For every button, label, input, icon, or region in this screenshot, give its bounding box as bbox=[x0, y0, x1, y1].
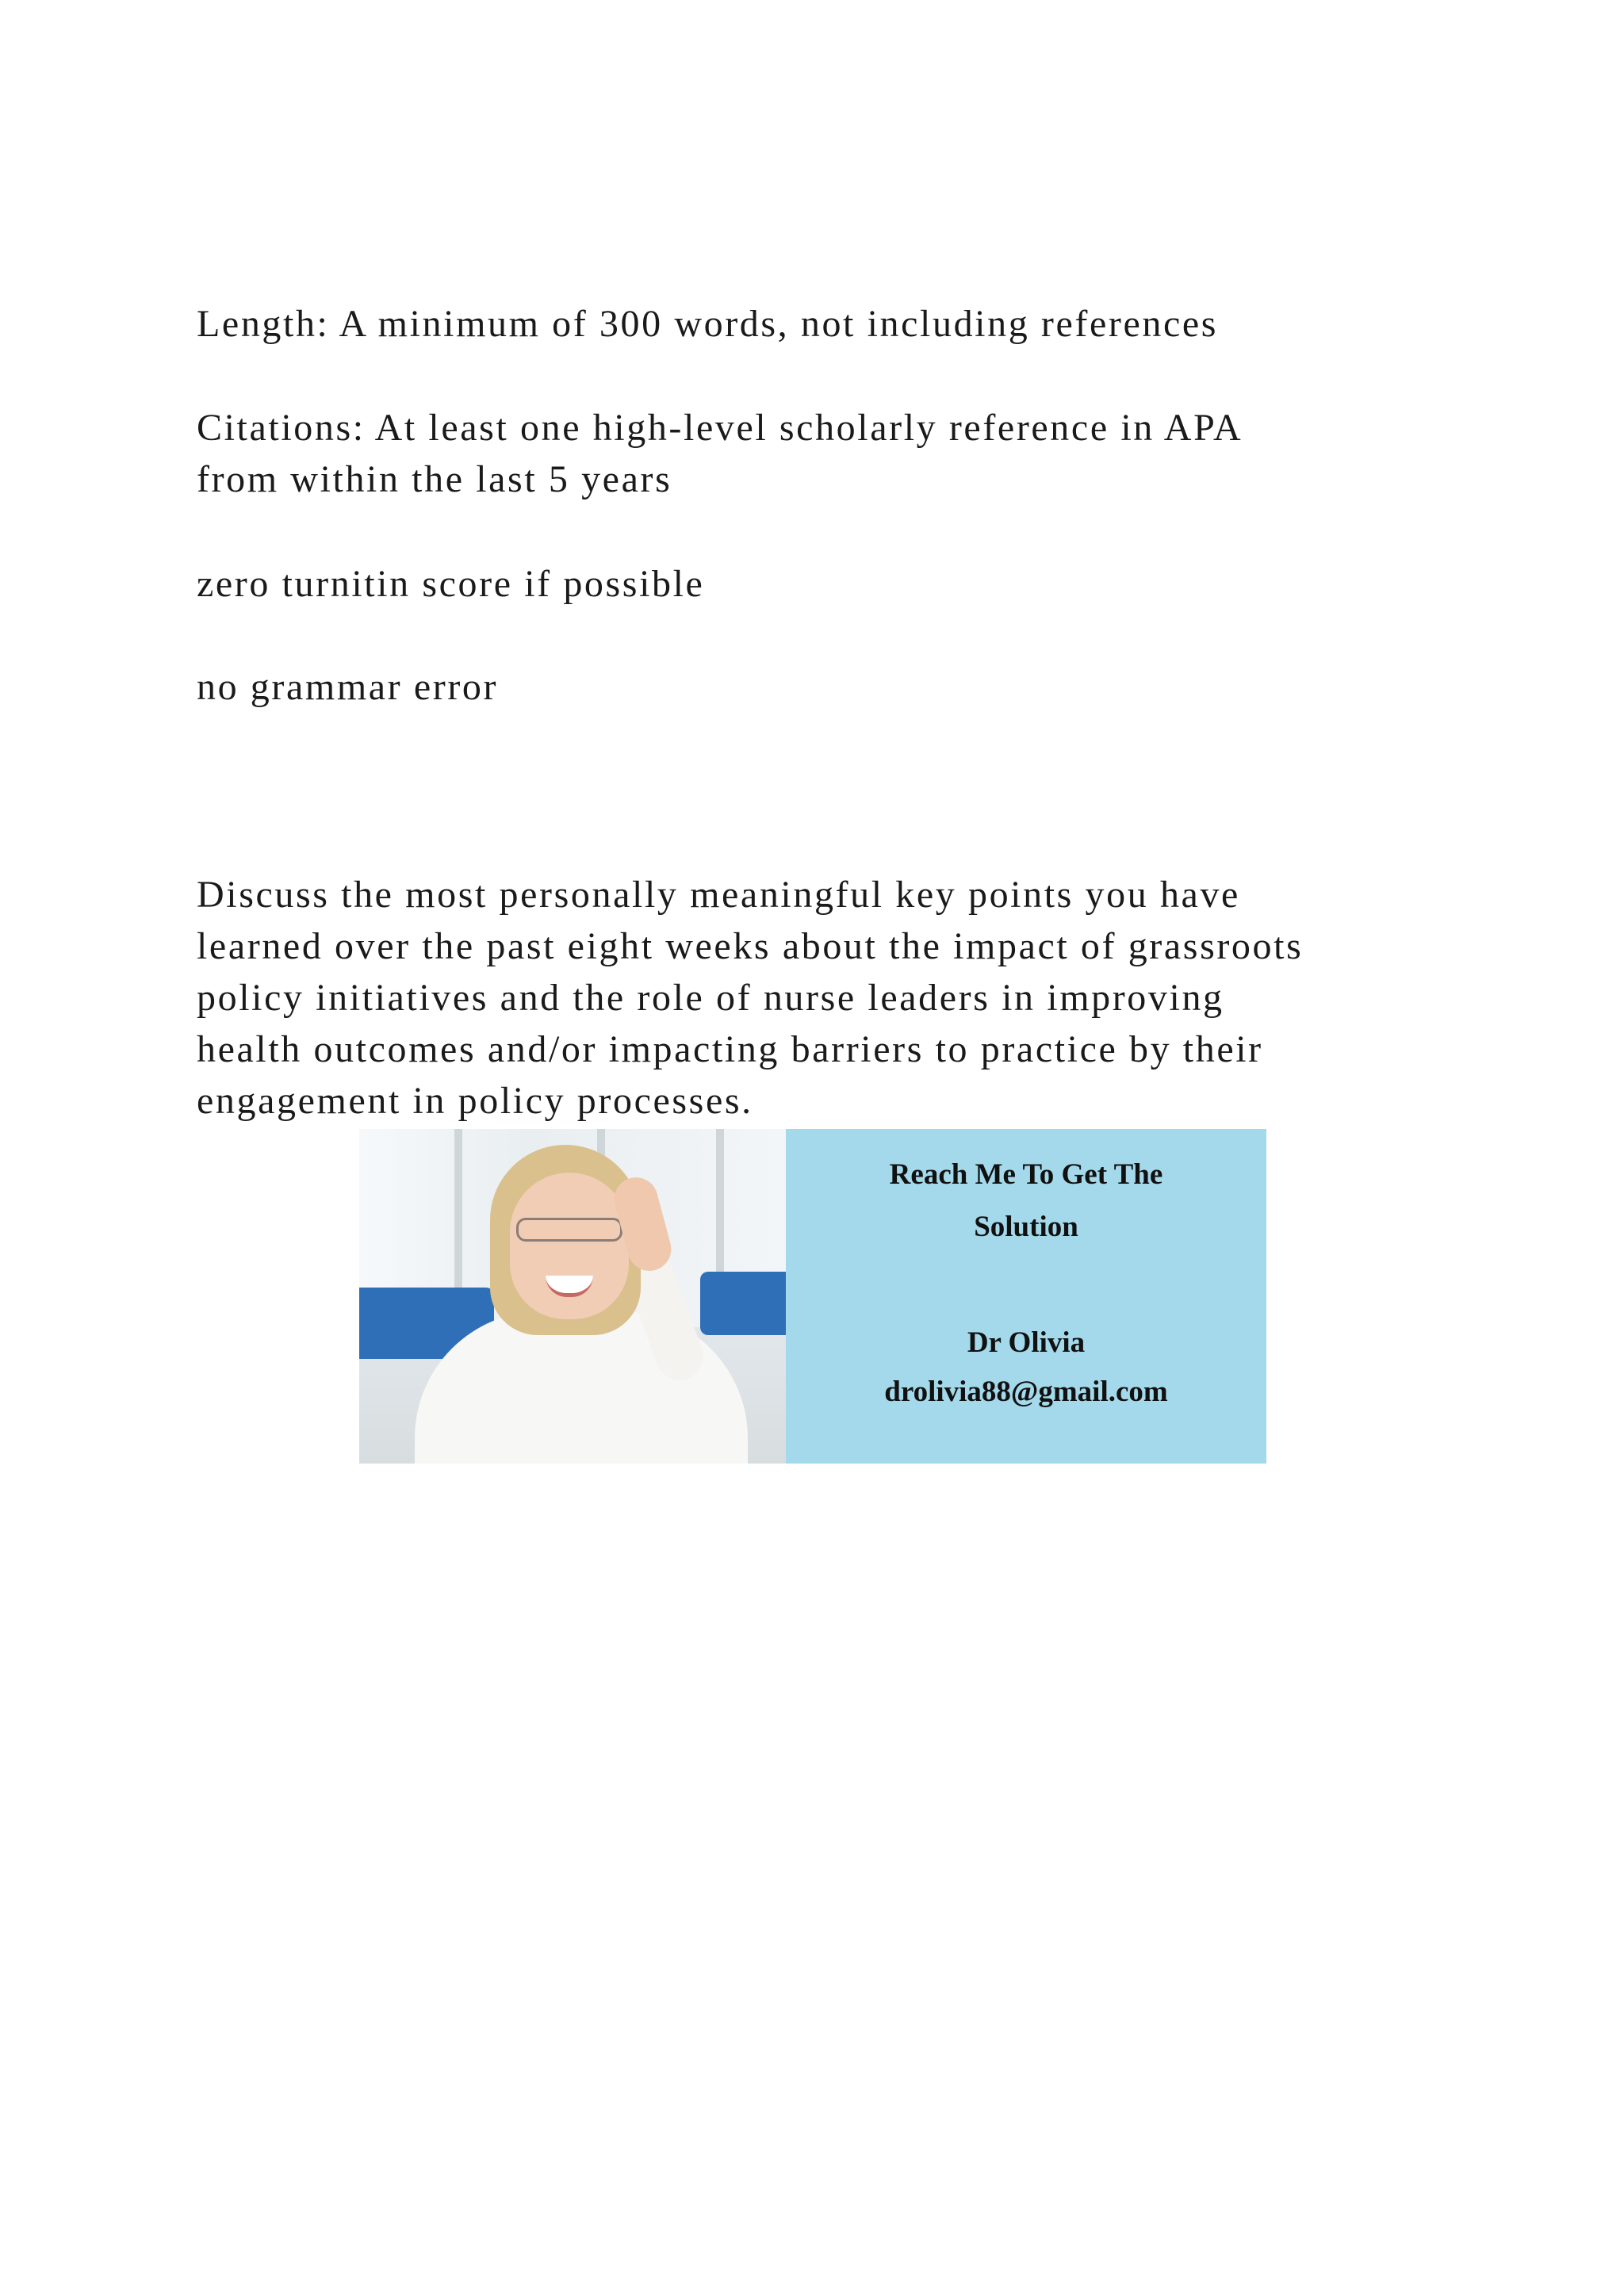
promo-headline-2: Solution bbox=[974, 1211, 1078, 1243]
discussion-prompt bbox=[197, 869, 1303, 1127]
citations-requirement bbox=[197, 402, 1243, 505]
promo-panel bbox=[786, 1129, 1266, 1464]
grammar-requirement: no grammar error bbox=[197, 666, 499, 708]
length-requirement: Length: A minimum of 300 words, not including references bbox=[197, 303, 1219, 345]
promo-email: drolivia88@gmail.com bbox=[884, 1376, 1168, 1408]
tutor-photo bbox=[359, 1129, 786, 1464]
discussion-line: Discuss the most personally meaningful key points you have bbox=[197, 874, 1240, 916]
discussion-line: engagement in policy processes. bbox=[197, 1080, 753, 1122]
citations-line: Citations: At least one high-level scholarly reference in APA bbox=[197, 407, 1243, 449]
promo-headline: Reach Me To Get The bbox=[889, 1158, 1163, 1191]
discussion-line: health outcomes and/or impacting barriers to practice by their bbox=[197, 1028, 1263, 1070]
discussion-line: learned over the past eight weeks about the impact of grassroots bbox=[197, 925, 1304, 967]
discussion-line: policy initiatives and the role of nurse leaders in improving bbox=[197, 977, 1224, 1019]
citations-line: from within the last 5 years bbox=[197, 458, 672, 500]
turnitin-requirement: zero turnitin score if possible bbox=[197, 563, 705, 605]
contact-banner bbox=[359, 1129, 1266, 1464]
promo-name: Dr Olivia bbox=[967, 1326, 1086, 1359]
